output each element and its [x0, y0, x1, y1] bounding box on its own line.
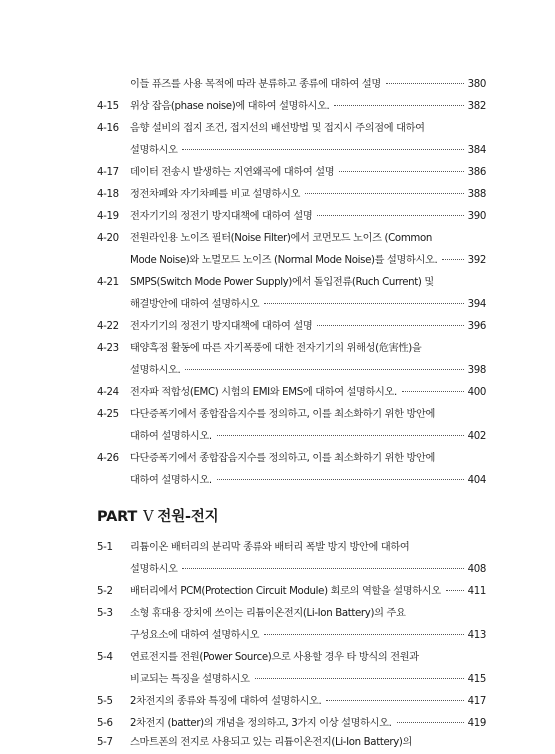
- entry-title: 연료전지를 전원(Power Source)으로 사용할 경우 타 방식의 전원과: [130, 652, 419, 663]
- entry-title-continued: Mode Noise)와 노멀모드 노이즈 (Normal Mode Noise)를 설명하시오.: [130, 255, 438, 266]
- page-number: 396: [467, 321, 486, 332]
- dot-leader: [326, 700, 463, 701]
- entry-number: 4-25: [97, 409, 119, 420]
- page-number: 390: [467, 211, 486, 222]
- toc-entry[interactable]: [97, 691, 486, 713]
- toc-line: [97, 382, 486, 404]
- toc-entry[interactable]: [97, 96, 486, 118]
- toc-entry[interactable]: [97, 272, 486, 316]
- entry-number: 5-1: [97, 542, 113, 553]
- dot-leader: [182, 568, 463, 569]
- dot-leader: [185, 369, 463, 370]
- entry-title-continued: 대하여 설명하시오.: [130, 475, 212, 486]
- part-title: 전원-전지: [157, 509, 219, 525]
- entry-title-continued: 설명하시오: [130, 145, 178, 156]
- entry-title: 이들 퓨즈를 사용 목적에 따라 분류하고 종류에 대하여 설명: [130, 79, 381, 90]
- entry-number: 4-22: [97, 321, 119, 332]
- page-number: 411: [467, 586, 486, 597]
- toc-line: [97, 140, 486, 162]
- entry-title: 소형 휴대용 장치에 쓰이는 리튬이온전지(Li-Ion Battery)의 주요: [130, 608, 406, 619]
- toc-line: [97, 118, 486, 140]
- entry-title: 위상 잡음(phase noise)에 대하여 설명하시오.: [130, 101, 330, 112]
- page-number: 415: [467, 674, 486, 685]
- toc-entry[interactable]: [97, 448, 486, 492]
- dot-leader: [317, 325, 463, 326]
- toc-line: [97, 272, 486, 294]
- toc-entry[interactable]: [97, 404, 486, 448]
- toc-line: [97, 96, 486, 118]
- toc-entry[interactable]: [97, 206, 486, 228]
- entry-number: 5-5: [97, 696, 113, 707]
- entry-number: 4-16: [97, 123, 119, 134]
- dot-leader: [334, 105, 463, 106]
- dot-leader: [442, 259, 463, 260]
- entry-title: 다단증폭기에서 종합잡음지수를 정의하고, 이를 최소화하기 위한 방안에: [130, 409, 435, 420]
- page-number: 408: [467, 564, 486, 575]
- entry-number: 4-15: [97, 101, 119, 112]
- entry-title: 2차전지의 종류와 특징에 대하여 설명하시오.: [130, 696, 322, 707]
- page-number: 404: [467, 475, 486, 486]
- part-roman-numeral: V: [143, 509, 154, 525]
- part-heading: [97, 505, 218, 529]
- toc-entry[interactable]: [97, 228, 486, 272]
- entry-title-continued: 대하여 설명하시오.: [130, 431, 212, 442]
- entry-title-continued: 해결방안에 대하여 설명하시오: [130, 299, 260, 310]
- entry-title: 전자기기의 정전기 방지대책에 대하여 설명: [130, 321, 313, 332]
- toc-line: [97, 625, 486, 647]
- entry-title: 2차전지 (batter)의 개념을 정의하고, 3가지 이상 설명하시오.: [130, 718, 392, 729]
- toc-line: [97, 184, 486, 206]
- entry-number: 4-24: [97, 387, 119, 398]
- toc-line: [97, 669, 486, 691]
- toc-entry[interactable]: [97, 732, 486, 754]
- page-number: 413: [467, 630, 486, 641]
- entry-title: 음향 설비의 접지 조건, 접지선의 배선방법 및 접지시 주의점에 대하여: [130, 123, 425, 134]
- entry-title: 전자기기의 정전기 방지대책에 대하여 설명: [130, 211, 313, 222]
- entry-number: 4-19: [97, 211, 119, 222]
- entry-title: SMPS(Switch Mode Power Supply)에서 돌입전류(Ruch Current) 및: [130, 277, 434, 288]
- dot-leader: [446, 590, 464, 591]
- entry-number: 5-7: [97, 737, 113, 748]
- page-number: 384: [467, 145, 486, 156]
- entry-title: 전원라인용 노이즈 필터(Noise Filter)에서 코먼모드 노이즈 (Common: [130, 233, 432, 244]
- page-number: 419: [467, 718, 486, 729]
- toc-entry[interactable]: [97, 537, 486, 581]
- toc-line: [97, 404, 486, 426]
- entry-title: 스마트폰의 전지로 사용되고 있는 리튬이온전지(Li-Ion Battery)의: [130, 737, 413, 748]
- toc-line: [97, 691, 486, 713]
- toc-line: [97, 74, 486, 96]
- dot-leader: [264, 303, 463, 304]
- toc-line: [97, 294, 486, 316]
- page-number: 380: [467, 79, 486, 90]
- toc-line: [97, 206, 486, 228]
- toc-entry[interactable]: [97, 118, 486, 162]
- entry-number: 4-21: [97, 277, 119, 288]
- entry-title-continued: 설명하시오: [130, 564, 178, 575]
- toc-line: [97, 162, 486, 184]
- entry-title: 다단증폭기에서 종합잡음지수를 정의하고, 이를 최소화하기 위한 방안에: [130, 453, 435, 464]
- dot-leader: [255, 678, 464, 679]
- toc-line: [97, 250, 486, 272]
- page-number: 417: [467, 696, 486, 707]
- dot-leader: [217, 435, 464, 436]
- entry-number: 5-3: [97, 608, 113, 619]
- entry-number: 4-26: [97, 453, 119, 464]
- dot-leader: [264, 634, 463, 635]
- page-number: 398: [467, 365, 486, 376]
- toc-line: [97, 470, 486, 492]
- entry-number: 4-20: [97, 233, 119, 244]
- toc-entry[interactable]: [97, 316, 486, 338]
- toc-line: [97, 316, 486, 338]
- entry-number: 4-17: [97, 167, 119, 178]
- part-label: PART: [97, 509, 138, 525]
- page-number: 402: [467, 431, 486, 442]
- entry-title-continued: 비교되는 특징을 설명하시오: [130, 674, 250, 685]
- toc-line: [97, 448, 486, 470]
- toc-line: [97, 338, 486, 360]
- page-number: 386: [467, 167, 486, 178]
- entry-title: 배터리에서 PCM(Protection Circuit Module) 회로의 역할을 설명하시오: [130, 586, 441, 597]
- entry-title: 리튬이온 배터리의 분리막 종류와 배터리 폭발 방지 방안에 대하여: [130, 542, 410, 553]
- dot-leader: [317, 215, 463, 216]
- toc-line: [97, 603, 486, 625]
- toc-line: [97, 228, 486, 250]
- entry-title: 전자파 적합성(EMC) 시험의 EMI와 EMS에 대하여 설명하시오.: [130, 387, 397, 398]
- toc-entry[interactable]: [97, 647, 486, 691]
- entry-number: 5-2: [97, 586, 113, 597]
- entry-title: 정전차폐와 자기차폐를 비교 설명하시오: [130, 189, 301, 200]
- toc-line: [97, 732, 486, 754]
- dot-leader: [402, 391, 464, 392]
- page-number: 394: [467, 299, 486, 310]
- dot-leader: [305, 193, 464, 194]
- dot-leader: [339, 171, 463, 172]
- toc-entry[interactable]: [97, 74, 486, 96]
- toc-entry[interactable]: [97, 162, 486, 184]
- page-number: 388: [467, 189, 486, 200]
- toc-line: [97, 581, 486, 603]
- entry-title: 태양흑점 활동에 따른 자기폭풍에 대한 전자기기의 위해성(危害性)을: [130, 343, 422, 354]
- page-number: 382: [467, 101, 486, 112]
- toc-line: [97, 537, 486, 559]
- dot-leader: [217, 479, 464, 480]
- dot-leader: [397, 722, 464, 723]
- page-number: 400: [467, 387, 486, 398]
- entry-title: 데이터 전송시 발생하는 지연왜곡에 대하여 설명: [130, 167, 335, 178]
- toc-line: [97, 360, 486, 382]
- entry-number: 4-23: [97, 343, 119, 354]
- entry-title-continued: 구성요소에 대하여 설명하시오: [130, 630, 260, 641]
- toc-entry[interactable]: [97, 581, 486, 603]
- toc-entry[interactable]: [97, 184, 486, 206]
- page-number: 392: [467, 255, 486, 266]
- toc-line: [97, 559, 486, 581]
- toc-entry[interactable]: [97, 382, 486, 404]
- dot-leader: [386, 83, 464, 84]
- toc-entry[interactable]: [97, 603, 486, 647]
- toc-line: [97, 647, 486, 669]
- dot-leader: [182, 149, 463, 150]
- toc-line: [97, 426, 486, 448]
- toc-entry[interactable]: [97, 338, 486, 382]
- entry-number: 4-18: [97, 189, 119, 200]
- entry-number: 5-6: [97, 718, 113, 729]
- entry-number: 5-4: [97, 652, 113, 663]
- entry-title-continued: 설명하시오.: [130, 365, 181, 376]
